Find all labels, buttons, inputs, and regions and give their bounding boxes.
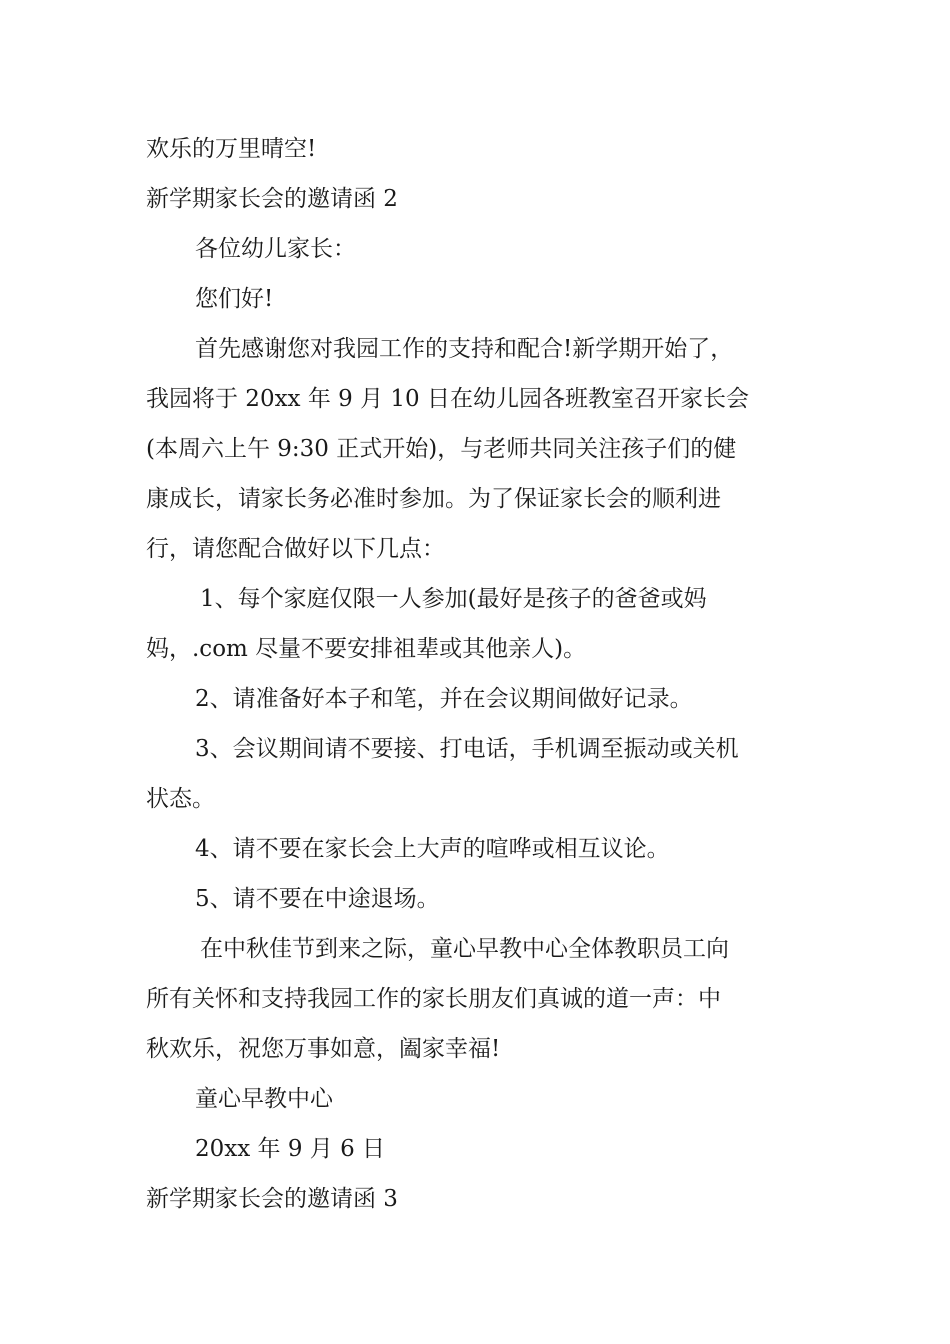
body-paragraph-line: 行，请您配合做好以下几点： xyxy=(146,536,445,562)
list-item-1: 1、每个家庭仅限一人参加(最好是孩子的爸爸或妈 xyxy=(200,586,707,612)
body-paragraph-line: 我园将于 20xx 年 9 月 10 日在幼儿园各班教室召开家长会 xyxy=(146,386,749,412)
closing-paragraph-line: 秋欢乐，祝您万事如意，阖家幸福! xyxy=(146,1036,501,1062)
closing-paragraph-line: 所有关怀和支持我园工作的家长朋友们真诚的道一声：中 xyxy=(146,986,721,1012)
list-item-1-continued: 妈，.com 尽量不要安排祖辈或其他亲人)。 xyxy=(146,636,587,662)
section-heading-2: 新学期家长会的邀请函 2 xyxy=(146,186,398,212)
list-item-3-continued: 状态。 xyxy=(146,786,215,812)
list-item-2: 2、请准备好本子和笔，并在会议期间做好记录。 xyxy=(195,686,693,712)
signature-organization: 童心早教中心 xyxy=(195,1086,333,1112)
body-paragraph-line: 首先感谢您对我园工作的支持和配合!新学期开始了， xyxy=(195,336,734,362)
body-paragraph-line: (本周六上午 9:30 正式开始)，与老师共同关注孩子们的健 xyxy=(146,436,737,462)
closing-paragraph-line: 在中秋佳节到来之际，童心早教中心全体教职员工向 xyxy=(200,936,729,962)
list-item-3: 3、会议期间请不要接、打电话，手机调至振动或关机 xyxy=(195,736,739,762)
text-line-closing-previous: 欢乐的万里晴空! xyxy=(146,136,317,162)
greeting: 您们好! xyxy=(195,286,274,312)
section-heading-3: 新学期家长会的邀请函 3 xyxy=(146,1186,398,1212)
list-item-5: 5、请不要在中途退场。 xyxy=(195,886,440,912)
list-item-4: 4、请不要在家长会上大声的喧哗或相互议论。 xyxy=(195,836,670,862)
salutation: 各位幼儿家长： xyxy=(195,236,356,262)
signature-date: 20xx 年 9 月 6 日 xyxy=(195,1136,386,1162)
body-paragraph-line: 康成长，请家长务必准时参加。为了保证家长会的顺利进 xyxy=(146,486,721,512)
